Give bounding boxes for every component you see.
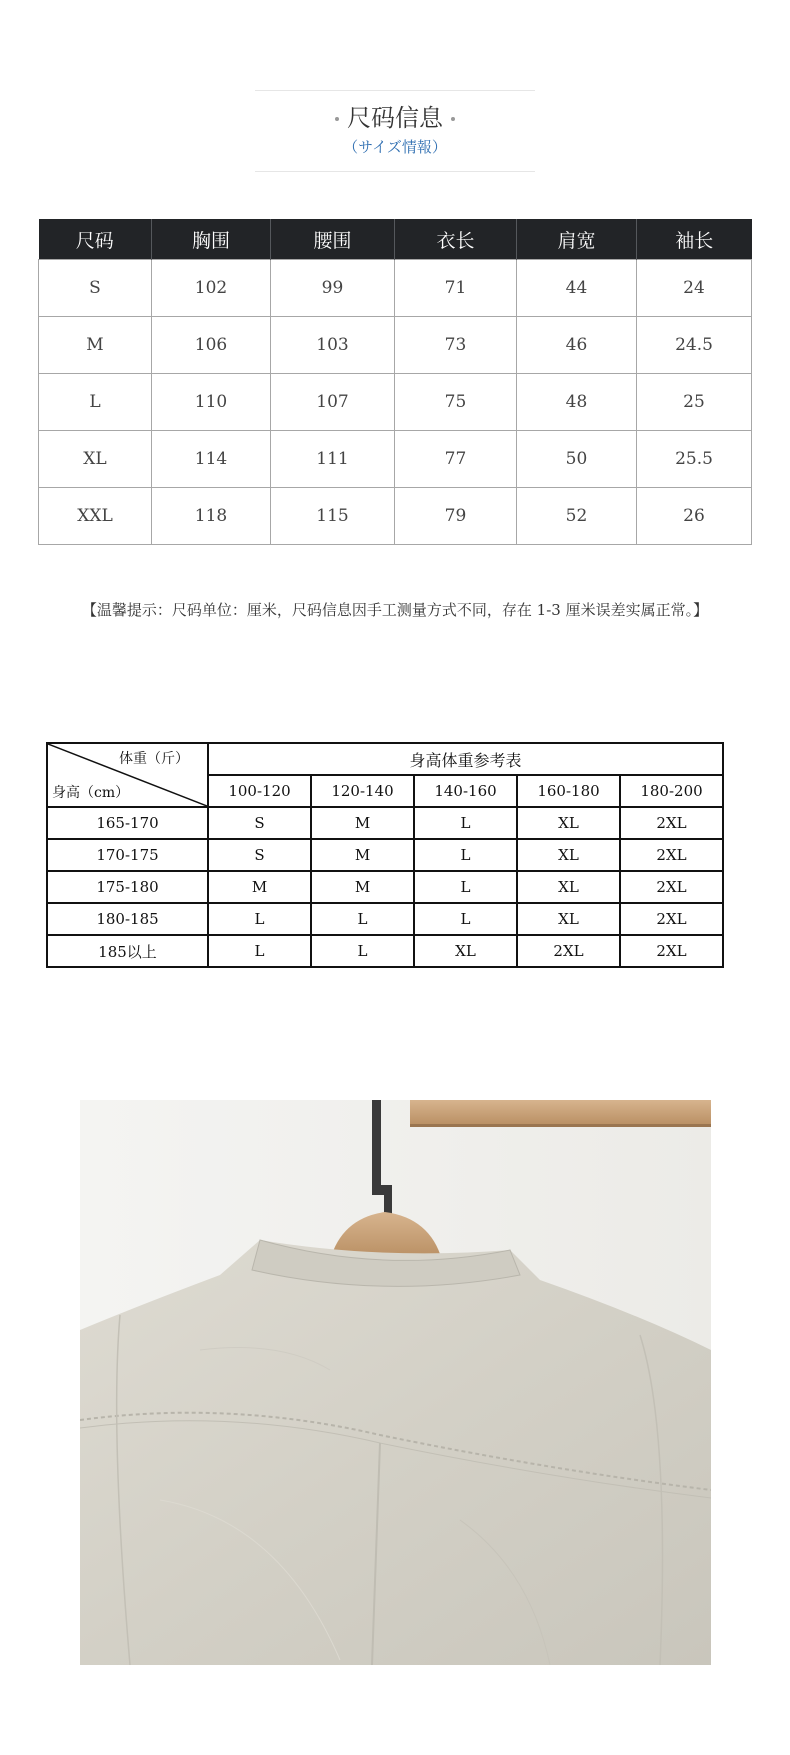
table-cell: S <box>208 839 311 871</box>
table-cell: 2XL <box>620 871 723 903</box>
table-cell: L <box>311 935 414 967</box>
product-photo-linen-shirt <box>80 1100 711 1665</box>
table-cell: S <box>39 260 152 317</box>
table-cell: XL <box>517 871 620 903</box>
ref-table-title: 身高体重参考表 <box>208 743 723 775</box>
table-cell: 2XL <box>620 807 723 839</box>
weight-range-header: 120-140 <box>311 775 414 807</box>
weight-axis-label: 体重（斤） <box>119 751 189 767</box>
table-cell: 48 <box>517 374 637 431</box>
height-weight-reference-table <box>46 742 724 968</box>
size-table-header-row <box>39 219 752 260</box>
table-cell: 103 <box>271 317 395 374</box>
size-table-header: 腰围 <box>271 219 395 260</box>
table-cell: 44 <box>517 260 637 317</box>
table-row <box>39 488 752 545</box>
table-cell: XL <box>517 807 620 839</box>
table-cell: 25 <box>637 374 752 431</box>
table-row <box>47 839 723 871</box>
size-table <box>38 219 752 545</box>
title-divider-bottom <box>255 171 535 172</box>
size-info-subtitle: （サイズ情報） <box>343 138 447 156</box>
size-table-header: 尺码 <box>39 219 152 260</box>
table-cell: L <box>414 903 517 935</box>
table-cell: 79 <box>395 488 517 545</box>
table-cell: 24.5 <box>637 317 752 374</box>
ref-table-corner-cell <box>47 743 208 807</box>
table-cell: XL <box>517 903 620 935</box>
table-cell: 118 <box>152 488 271 545</box>
table-cell: L <box>414 871 517 903</box>
table-cell: 46 <box>517 317 637 374</box>
size-table-header: 衣长 <box>395 219 517 260</box>
table-cell: 99 <box>271 260 395 317</box>
table-cell: 52 <box>517 488 637 545</box>
table-cell: M <box>311 807 414 839</box>
table-cell: 26 <box>637 488 752 545</box>
size-info-title-block <box>255 90 535 172</box>
table-row <box>39 374 752 431</box>
table-cell: L <box>208 903 311 935</box>
table-cell: L <box>39 374 152 431</box>
table-cell: 111 <box>271 431 395 488</box>
height-range-cell: 175-180 <box>47 871 208 903</box>
table-cell: 115 <box>271 488 395 545</box>
table-cell: 71 <box>395 260 517 317</box>
size-info-title <box>255 104 535 132</box>
table-cell: L <box>414 807 517 839</box>
dot-right-icon <box>451 117 455 121</box>
size-table-header: 胸围 <box>152 219 271 260</box>
table-cell: L <box>311 903 414 935</box>
height-range-cell: 180-185 <box>47 903 208 935</box>
weight-range-header: 160-180 <box>517 775 620 807</box>
dot-left-icon <box>335 117 339 121</box>
table-cell: 2XL <box>620 903 723 935</box>
table-cell: M <box>311 839 414 871</box>
table-cell: 2XL <box>517 935 620 967</box>
table-cell: 77 <box>395 431 517 488</box>
title-divider-top <box>255 90 535 91</box>
weight-range-header: 140-160 <box>414 775 517 807</box>
size-note: 【温馨提示：尺码单位：厘米，尺码信息因手工测量方式不同，存在 1-3 厘米误差实属正常。】 <box>81 601 709 619</box>
table-cell: 102 <box>152 260 271 317</box>
height-axis-label: 身高（cm） <box>52 785 130 801</box>
table-cell: XL <box>414 935 517 967</box>
table-cell: 110 <box>152 374 271 431</box>
table-row <box>47 807 723 839</box>
table-cell: XL <box>39 431 152 488</box>
table-row <box>47 871 723 903</box>
table-cell: S <box>208 807 311 839</box>
table-row <box>47 935 723 967</box>
table-cell: 24 <box>637 260 752 317</box>
table-cell: 2XL <box>620 935 723 967</box>
table-row <box>47 903 723 935</box>
table-row <box>39 431 752 488</box>
shirt-on-hanger-icon <box>80 1100 711 1665</box>
table-cell: XL <box>517 839 620 871</box>
table-cell: XXL <box>39 488 152 545</box>
table-row <box>39 260 752 317</box>
table-cell: L <box>414 839 517 871</box>
table-cell: L <box>208 935 311 967</box>
height-range-cell: 185以上 <box>47 935 208 967</box>
table-cell: 107 <box>271 374 395 431</box>
table-cell: 106 <box>152 317 271 374</box>
table-cell: 114 <box>152 431 271 488</box>
table-cell: 2XL <box>620 839 723 871</box>
table-cell: M <box>311 871 414 903</box>
table-cell: M <box>208 871 311 903</box>
table-row <box>39 317 752 374</box>
size-table-header: 肩宽 <box>517 219 637 260</box>
table-cell: 50 <box>517 431 637 488</box>
size-info-title-text: 尺码信息 <box>347 104 443 132</box>
table-cell: 73 <box>395 317 517 374</box>
weight-range-header: 100-120 <box>208 775 311 807</box>
size-table-header: 袖长 <box>637 219 752 260</box>
ref-table-title-row <box>47 743 723 775</box>
height-range-cell: 170-175 <box>47 839 208 871</box>
height-range-cell: 165-170 <box>47 807 208 839</box>
table-cell: 75 <box>395 374 517 431</box>
weight-range-header: 180-200 <box>620 775 723 807</box>
table-cell: M <box>39 317 152 374</box>
table-cell: 25.5 <box>637 431 752 488</box>
